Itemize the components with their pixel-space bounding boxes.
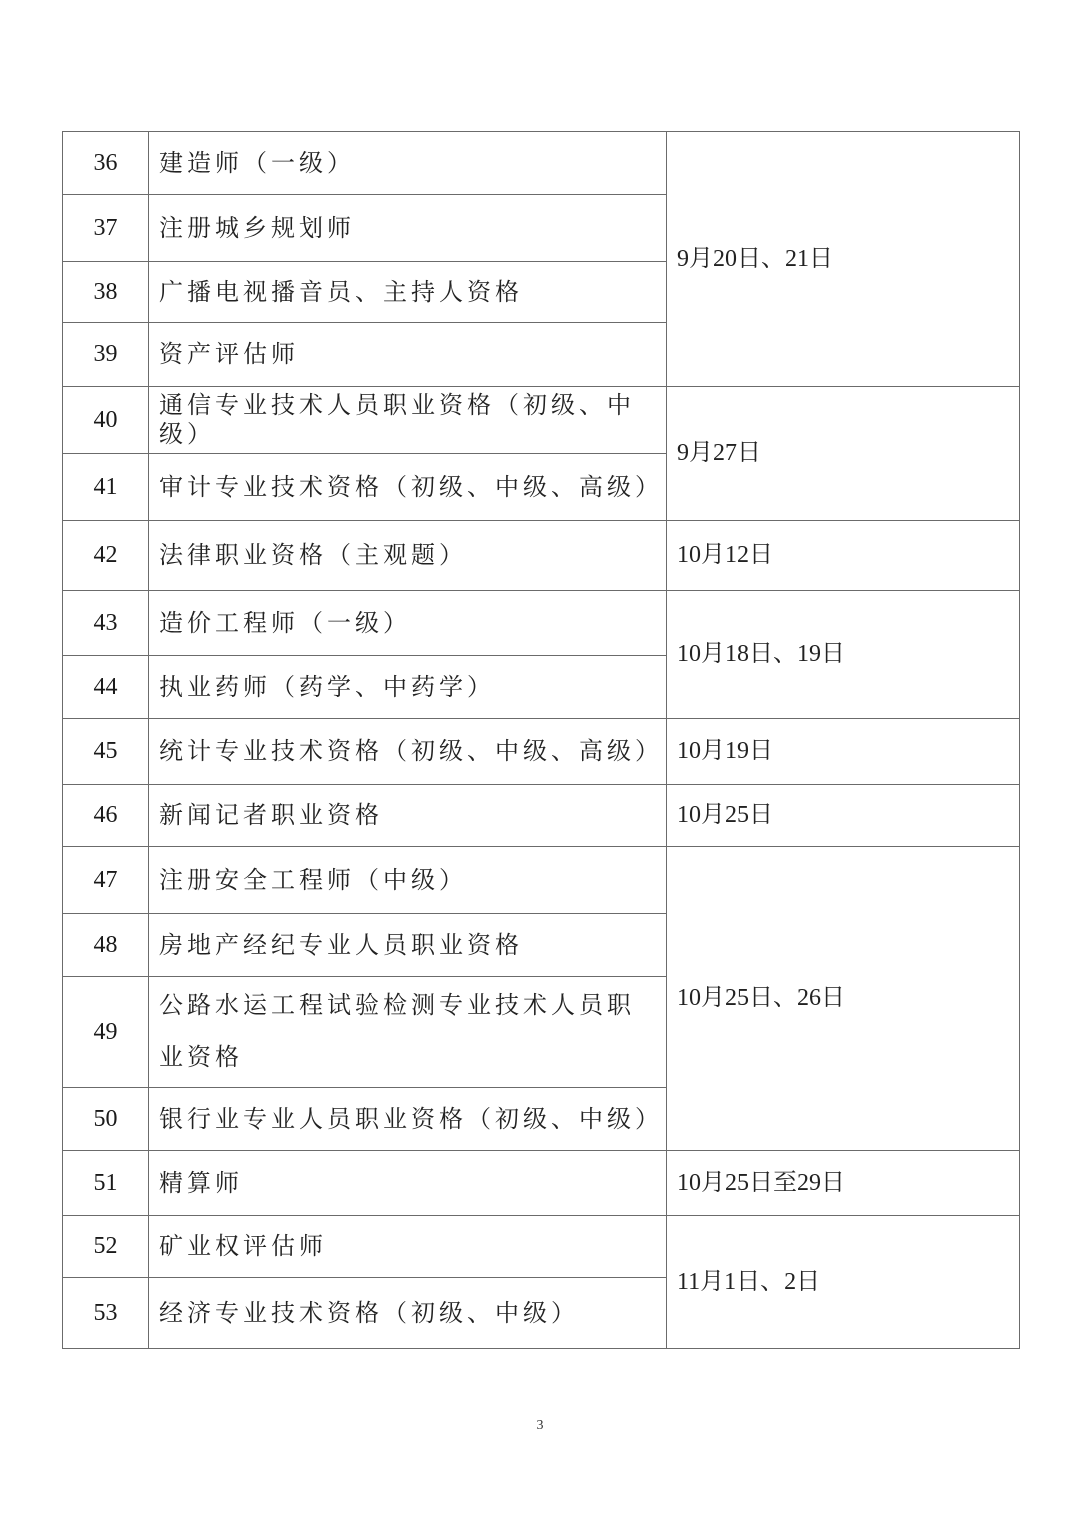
page-number: 3: [536, 1418, 544, 1433]
table-row: [63, 591, 1020, 656]
row-number: 47: [63, 847, 149, 914]
exam-name: 资产评估师: [149, 323, 667, 387]
exam-name: 注册安全工程师（中级）: [149, 847, 667, 914]
exam-date: 9月20日、21日: [667, 132, 1020, 387]
row-number: 46: [63, 785, 149, 847]
exam-date: 10月19日: [667, 719, 1020, 785]
exam-name: 银行业专业人员职业资格（初级、中级）: [149, 1088, 667, 1151]
exam-name: 公路水运工程试验检测专业技术人员职业资格: [149, 977, 667, 1088]
exam-name: 建造师（一级）: [149, 132, 667, 195]
exam-name: 造价工程师（一级）: [149, 591, 667, 656]
row-number: 53: [63, 1278, 149, 1349]
exam-date: 11月1日、2日: [667, 1216, 1020, 1349]
exam-name: 矿业权评估师: [149, 1216, 667, 1278]
table-row: [63, 719, 1020, 785]
exam-name: 法律职业资格（主观题）: [149, 521, 667, 591]
table-row: [63, 1216, 1020, 1278]
row-number: 39: [63, 323, 149, 387]
table-row: [63, 521, 1020, 591]
exam-date: 10月25日至29日: [667, 1151, 1020, 1216]
exam-schedule-table: [62, 131, 1020, 1349]
exam-date: 10月25日、26日: [667, 847, 1020, 1151]
exam-name: 审计专业技术资格（初级、中级、高级）: [149, 454, 667, 521]
row-number: 36: [63, 132, 149, 195]
row-number: 43: [63, 591, 149, 656]
row-number: 41: [63, 454, 149, 521]
exam-name: 通信专业技术人员职业资格（初级、中级）: [149, 387, 667, 454]
exam-name: 经济专业技术资格（初级、中级）: [149, 1278, 667, 1349]
row-number: 40: [63, 387, 149, 454]
exam-date: 9月27日: [667, 387, 1020, 521]
exam-date: 10月18日、19日: [667, 591, 1020, 719]
exam-name: 注册城乡规划师: [149, 195, 667, 262]
row-number: 49: [63, 977, 149, 1088]
exam-name: 新闻记者职业资格: [149, 785, 667, 847]
table-row: [63, 132, 1020, 195]
row-number: 50: [63, 1088, 149, 1151]
exam-name: 精算师: [149, 1151, 667, 1216]
exam-name: 统计专业技术资格（初级、中级、高级）: [149, 719, 667, 785]
exam-date: 10月25日: [667, 785, 1020, 847]
table-row: [63, 387, 1020, 454]
exam-name: 广播电视播音员、主持人资格: [149, 262, 667, 323]
row-number: 48: [63, 914, 149, 977]
table-row: [63, 847, 1020, 914]
row-number: 38: [63, 262, 149, 323]
row-number: 44: [63, 656, 149, 719]
row-number: 37: [63, 195, 149, 262]
row-number: 45: [63, 719, 149, 785]
exam-name: 房地产经纪专业人员职业资格: [149, 914, 667, 977]
exam-name: 执业药师（药学、中药学）: [149, 656, 667, 719]
row-number: 51: [63, 1151, 149, 1216]
row-number: 42: [63, 521, 149, 591]
table-row: [63, 785, 1020, 847]
table-row: [63, 1151, 1020, 1216]
row-number: 52: [63, 1216, 149, 1278]
exam-date: 10月12日: [667, 521, 1020, 591]
